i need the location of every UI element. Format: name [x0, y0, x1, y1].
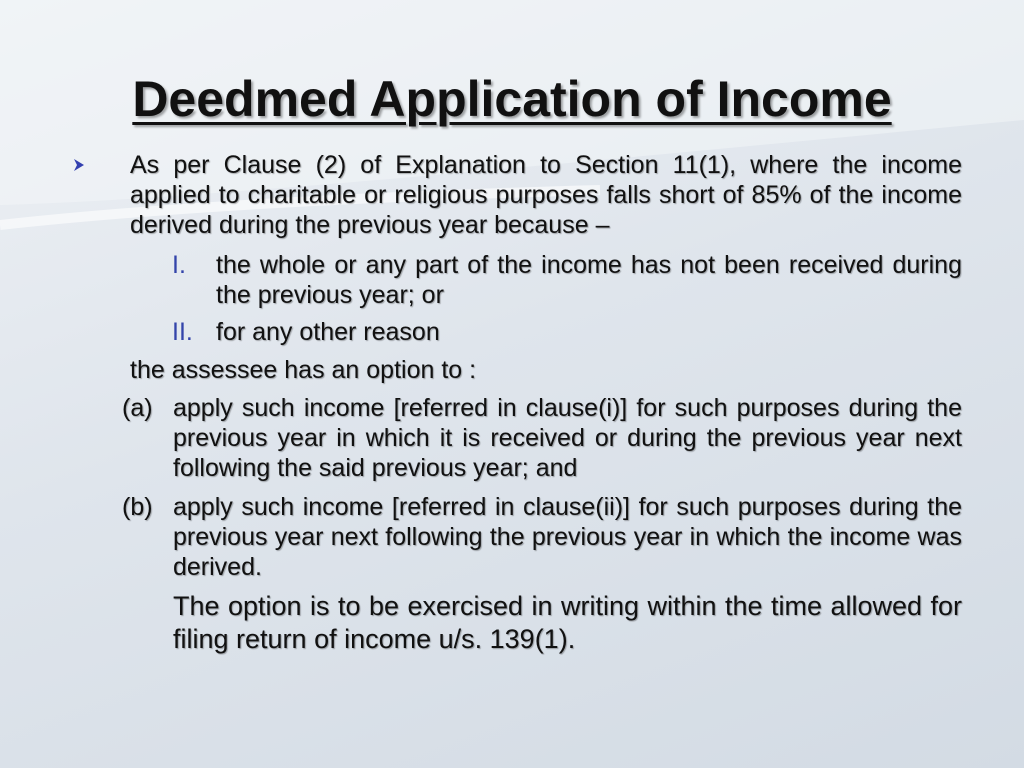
option-marker-b: (b) — [122, 493, 153, 521]
intro-paragraph: As per Clause (2) of Explanation to Section 11(1), where the income applied to charitable or religious purposes falls short of 85% of the income derived during the previous year because – — [130, 151, 962, 239]
option-text-a: apply such income [referred in clause(i)] for such purposes during the previous year in which it is received or during the previous year next following the said previous year; and — [173, 394, 962, 482]
slide-title: Deedmed Application of Income — [132, 71, 892, 127]
option-intro: the assessee has an option to : — [130, 356, 477, 384]
note-paragraph: The option is to be exercised in writing within the time allowed for filing return of income u/s. 139(1). — [173, 591, 962, 654]
reason-marker-2: II. — [172, 318, 193, 346]
reason-text-1: the whole or any part of the income has not been received during the previous year; or — [216, 251, 962, 309]
reason-marker-1: I. — [172, 251, 186, 279]
option-marker-a: (a) — [122, 394, 153, 422]
arrowhead-bullet-icon — [72, 158, 86, 172]
option-text-b: apply such income [referred in clause(ii)] for such purposes during the previous year next following the previous year in which the income was derived. — [173, 493, 962, 581]
reason-text-2: for any other reason — [216, 318, 440, 346]
